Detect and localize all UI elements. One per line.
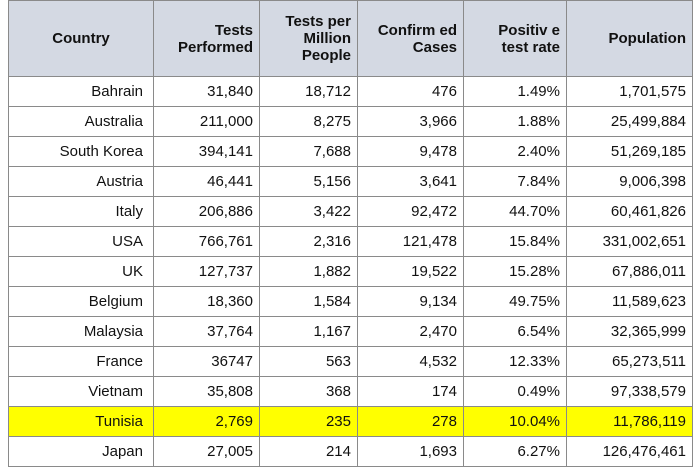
confirmed-cases-cell: 3,641 bbox=[358, 167, 464, 197]
positive-rate-cell: 0.49% bbox=[464, 377, 567, 407]
confirmed-cases-cell: 174 bbox=[358, 377, 464, 407]
column-header-country: Country bbox=[9, 1, 154, 77]
positive-rate-cell: 2.40% bbox=[464, 137, 567, 167]
population-cell: 60,461,826 bbox=[567, 197, 693, 227]
tests-performed-cell: 31,840 bbox=[154, 77, 260, 107]
population-cell: 126,476,461 bbox=[567, 437, 693, 467]
confirmed-cases-cell: 121,478 bbox=[358, 227, 464, 257]
country-cell: Austria bbox=[9, 167, 154, 197]
population-cell: 32,365,999 bbox=[567, 317, 693, 347]
confirmed-cases-cell: 476 bbox=[358, 77, 464, 107]
tests-per-million-cell: 563 bbox=[260, 347, 358, 377]
population-cell: 51,269,185 bbox=[567, 137, 693, 167]
table-row bbox=[9, 257, 693, 287]
tests-per-million-cell: 235 bbox=[260, 407, 358, 437]
tests-performed-cell: 18,360 bbox=[154, 287, 260, 317]
column-header-population: Population bbox=[567, 1, 693, 77]
tests-per-million-cell: 8,275 bbox=[260, 107, 358, 137]
tests-per-million-cell: 5,156 bbox=[260, 167, 358, 197]
tests-performed-cell: 766,761 bbox=[154, 227, 260, 257]
tests-per-million-cell: 2,316 bbox=[260, 227, 358, 257]
confirmed-cases-cell: 9,134 bbox=[358, 287, 464, 317]
tests-performed-cell: 211,000 bbox=[154, 107, 260, 137]
positive-rate-cell: 6.27% bbox=[464, 437, 567, 467]
positive-rate-cell: 6.54% bbox=[464, 317, 567, 347]
positive-rate-cell: 12.33% bbox=[464, 347, 567, 377]
country-cell: Italy bbox=[9, 197, 154, 227]
confirmed-cases-cell: 3,966 bbox=[358, 107, 464, 137]
country-cell: Tunisia bbox=[9, 407, 154, 437]
table-row bbox=[9, 137, 693, 167]
tests-per-million-cell: 3,422 bbox=[260, 197, 358, 227]
population-cell: 1,701,575 bbox=[567, 77, 693, 107]
table-row bbox=[9, 197, 693, 227]
tests-performed-cell: 206,886 bbox=[154, 197, 260, 227]
country-cell: France bbox=[9, 347, 154, 377]
positive-rate-cell: 1.49% bbox=[464, 77, 567, 107]
confirmed-cases-cell: 9,478 bbox=[358, 137, 464, 167]
tests-performed-cell: 46,441 bbox=[154, 167, 260, 197]
positive-rate-cell: 15.84% bbox=[464, 227, 567, 257]
tests-per-million-cell: 18,712 bbox=[260, 77, 358, 107]
tests-per-million-cell: 1,584 bbox=[260, 287, 358, 317]
tests-performed-cell: 394,141 bbox=[154, 137, 260, 167]
tests-per-million-cell: 368 bbox=[260, 377, 358, 407]
confirmed-cases-cell: 19,522 bbox=[358, 257, 464, 287]
tests-per-million-cell: 1,167 bbox=[260, 317, 358, 347]
table-row bbox=[9, 77, 693, 107]
tests-performed-cell: 37,764 bbox=[154, 317, 260, 347]
header-row bbox=[9, 1, 693, 77]
positive-rate-cell: 15.28% bbox=[464, 257, 567, 287]
country-cell: Belgium bbox=[9, 287, 154, 317]
tests-performed-cell: 27,005 bbox=[154, 437, 260, 467]
positive-rate-cell: 10.04% bbox=[464, 407, 567, 437]
population-cell: 25,499,884 bbox=[567, 107, 693, 137]
data-table bbox=[8, 0, 693, 467]
country-cell: South Korea bbox=[9, 137, 154, 167]
tests-performed-cell: 35,808 bbox=[154, 377, 260, 407]
population-cell: 67,886,011 bbox=[567, 257, 693, 287]
tests-per-million-cell: 1,882 bbox=[260, 257, 358, 287]
country-cell: USA bbox=[9, 227, 154, 257]
country-cell: UK bbox=[9, 257, 154, 287]
positive-rate-cell: 49.75% bbox=[464, 287, 567, 317]
tests-performed-cell: 2,769 bbox=[154, 407, 260, 437]
tests-per-million-cell: 7,688 bbox=[260, 137, 358, 167]
table-row bbox=[9, 437, 693, 467]
tests-per-million-cell: 214 bbox=[260, 437, 358, 467]
table-row bbox=[9, 347, 693, 377]
confirmed-cases-cell: 4,532 bbox=[358, 347, 464, 377]
positive-rate-cell: 1.88% bbox=[464, 107, 567, 137]
country-cell: Malaysia bbox=[9, 317, 154, 347]
column-header-confirmed-cases: Confirm ed Cases bbox=[358, 1, 464, 77]
positive-rate-cell: 44.70% bbox=[464, 197, 567, 227]
country-cell: Bahrain bbox=[9, 77, 154, 107]
population-cell: 97,338,579 bbox=[567, 377, 693, 407]
table-row bbox=[9, 167, 693, 197]
population-cell: 11,589,623 bbox=[567, 287, 693, 317]
table-row bbox=[9, 317, 693, 347]
population-cell: 9,006,398 bbox=[567, 167, 693, 197]
table-row bbox=[9, 287, 693, 317]
tests-performed-cell: 36747 bbox=[154, 347, 260, 377]
population-cell: 65,273,511 bbox=[567, 347, 693, 377]
tests-performed-cell: 127,737 bbox=[154, 257, 260, 287]
positive-rate-cell: 7.84% bbox=[464, 167, 567, 197]
table-row bbox=[9, 377, 693, 407]
column-header-tests-performed: Tests Performed bbox=[154, 1, 260, 77]
country-cell: Vietnam bbox=[9, 377, 154, 407]
confirmed-cases-cell: 1,693 bbox=[358, 437, 464, 467]
table-row bbox=[9, 407, 693, 437]
column-header-positive-rate: Positiv e test rate bbox=[464, 1, 567, 77]
table-body bbox=[9, 77, 693, 467]
confirmed-cases-cell: 278 bbox=[358, 407, 464, 437]
confirmed-cases-cell: 92,472 bbox=[358, 197, 464, 227]
country-cell: Australia bbox=[9, 107, 154, 137]
population-cell: 331,002,651 bbox=[567, 227, 693, 257]
table-row bbox=[9, 227, 693, 257]
country-cell: Japan bbox=[9, 437, 154, 467]
column-header-tests-per-million: Tests per Million People bbox=[260, 1, 358, 77]
population-cell: 11,786,119 bbox=[567, 407, 693, 437]
confirmed-cases-cell: 2,470 bbox=[358, 317, 464, 347]
table-row bbox=[9, 107, 693, 137]
